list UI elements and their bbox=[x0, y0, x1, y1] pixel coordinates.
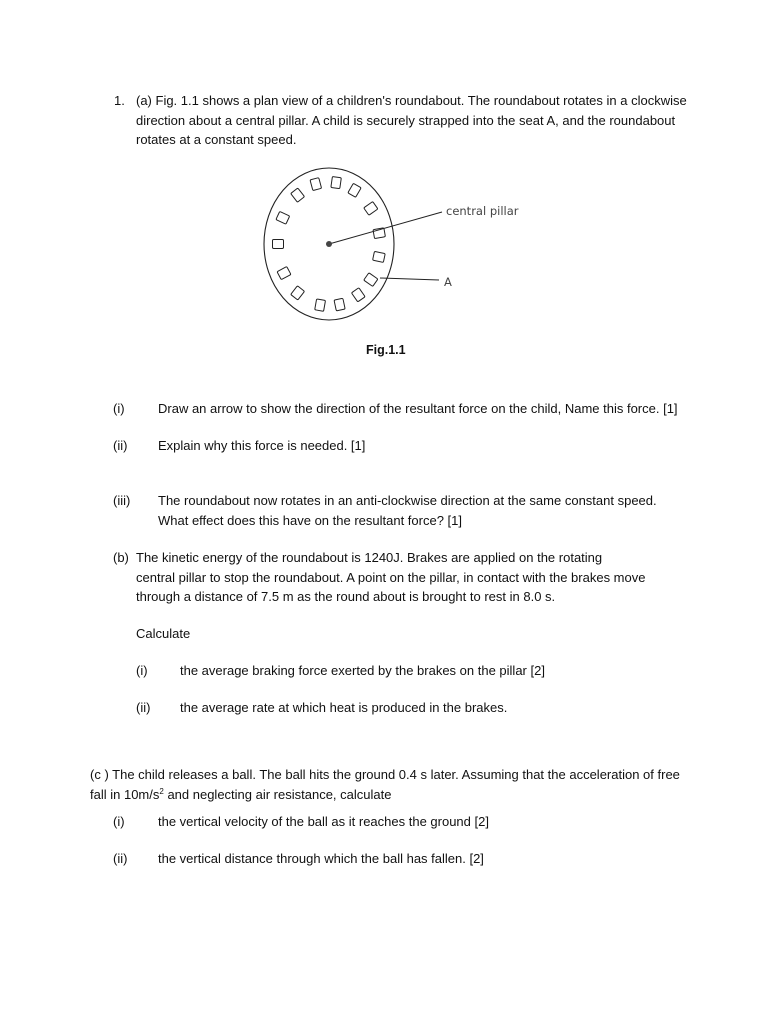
part-a-i-number: (i) bbox=[113, 401, 125, 416]
intro-line: rotates at a constant speed. bbox=[136, 132, 297, 147]
part-c-text bbox=[90, 765, 680, 804]
seat-square bbox=[291, 188, 305, 202]
part-c-exponent: 2 bbox=[159, 786, 164, 796]
part-a-i-text: Draw an arrow to show the direction of the resultant force on the child, Name this force. [1] bbox=[158, 401, 678, 416]
roundabout-figure bbox=[258, 166, 520, 326]
seat-a-pointer bbox=[380, 278, 439, 280]
central-pillar-dot bbox=[326, 241, 332, 247]
radius-line bbox=[329, 212, 442, 244]
part-c-ii-number: (ii) bbox=[113, 851, 128, 866]
part-a-iii-line: The roundabout now rotates in an anti-clockwise direction at the same constant speed. bbox=[158, 493, 657, 508]
seat-square bbox=[373, 251, 386, 262]
figure-caption: Fig.1.1 bbox=[366, 343, 406, 357]
part-b-line: through a distance of 7.5 m as the round about is brought to rest in 8.0 s. bbox=[136, 589, 556, 604]
intro-line: (a) Fig. 1.1 shows a plan view of a children's roundabout. The roundabout rotates in a clockwise bbox=[136, 93, 687, 108]
part-b-ii-number: (ii) bbox=[136, 700, 151, 715]
seat-square bbox=[348, 183, 361, 197]
part-c-line2-post: and neglecting air resistance, calculate bbox=[163, 786, 392, 802]
part-b-line: central pillar to stop the roundabout. A point on the pillar, in contact with the brakes move bbox=[136, 569, 646, 585]
part-b-i-number: (i) bbox=[136, 663, 148, 678]
seat-square bbox=[364, 273, 378, 287]
part-c-line2-pre: fall in 10m/s bbox=[90, 786, 160, 802]
part-c-ii-text: the vertical distance through which the ball has fallen. [2] bbox=[158, 851, 484, 866]
part-a-iii-line: What effect does this have on the resultant force? [1] bbox=[158, 512, 462, 528]
part-b-label: (b) bbox=[113, 550, 129, 565]
seat-square bbox=[277, 267, 291, 280]
seat-square bbox=[351, 288, 365, 302]
seat-square bbox=[291, 286, 305, 300]
seat-square bbox=[273, 240, 284, 249]
question-intro bbox=[136, 91, 687, 150]
seat-square bbox=[334, 298, 345, 311]
seat-square bbox=[276, 211, 290, 224]
part-c-i-number: (i) bbox=[113, 814, 125, 829]
part-c-i-text: the vertical velocity of the ball as it reaches the ground [2] bbox=[158, 814, 489, 829]
part-a-iii-number: (iii) bbox=[113, 493, 131, 508]
seat-square bbox=[331, 177, 341, 189]
question-number: 1. bbox=[114, 93, 125, 108]
seat-square bbox=[310, 178, 322, 191]
part-b-line: The kinetic energy of the roundabout is 1240J. Brakes are applied on the rotating bbox=[136, 550, 603, 565]
part-a-iii-text bbox=[158, 491, 657, 530]
seat-a-label: A bbox=[444, 275, 452, 289]
part-c-line bbox=[90, 785, 680, 805]
part-b-calculate: Calculate bbox=[136, 626, 191, 641]
intro-line: direction about a central pillar. A child is securely strapped into the seat A, and the roundabout bbox=[136, 112, 676, 128]
part-c-line: (c ) The child releases a ball. The ball hits the ground 0.4 s later. Assuming that the acceleration of free bbox=[90, 767, 680, 782]
seat-square bbox=[315, 299, 326, 311]
part-b-i-text: the average braking force exerted by the brakes on the pillar [2] bbox=[180, 663, 545, 678]
part-b-ii-text: the average rate at which heat is produced in the brakes. bbox=[180, 700, 508, 715]
part-a-ii-number: (ii) bbox=[113, 438, 128, 453]
seat-square bbox=[364, 202, 378, 216]
central-pillar-label: central pillar bbox=[446, 204, 519, 218]
part-b-text bbox=[136, 548, 645, 607]
part-a-ii-text: Explain why this force is needed. [1] bbox=[158, 438, 366, 453]
